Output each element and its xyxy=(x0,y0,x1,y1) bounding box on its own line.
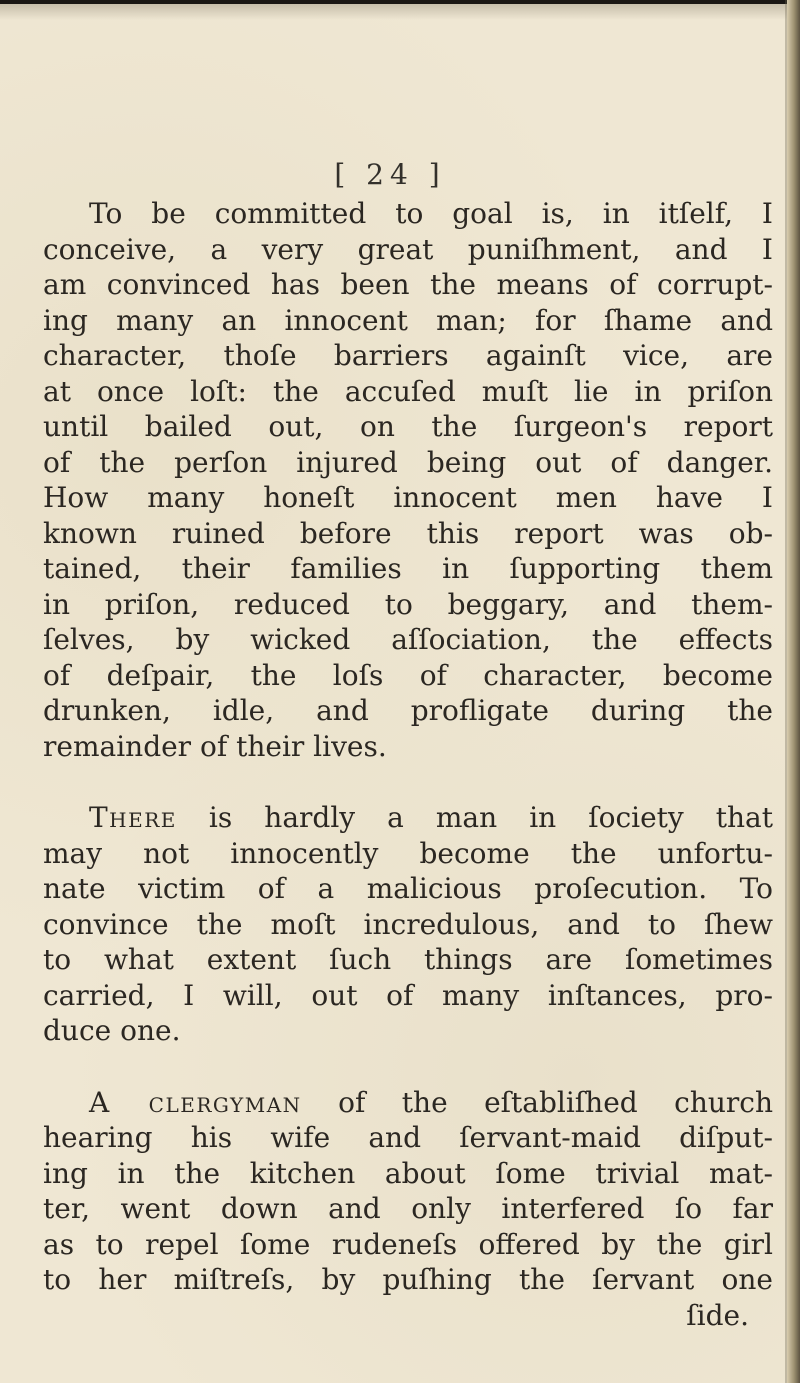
text-line xyxy=(43,800,773,836)
body-text xyxy=(43,196,773,1333)
text-line: conceive, a very great puniſhment, and I xyxy=(43,232,773,266)
text-line: of deſpair, the loſs of character, become xyxy=(43,658,773,692)
paragraph-2 xyxy=(43,800,773,1049)
text-line: To be committed to goal is, in itſelf, I xyxy=(89,197,773,230)
paragraph-lead-word: There xyxy=(89,801,177,834)
text-line: am convinced has been the means of corrupt- xyxy=(43,268,773,301)
text-line: nate victim of a malicious proſecution. To xyxy=(43,872,773,905)
text-line: character, thoſe barriers againſt vice, are xyxy=(43,339,773,372)
text-line: as to repel ſome rudeneſs offered by the girl xyxy=(43,1227,773,1261)
text-line: hearing his wife and ſervant-maid diſput- xyxy=(43,1121,773,1154)
text-line: convince the moſt incredulous, and to ſhew xyxy=(43,907,773,941)
text-line-rest: of the eſtabliſhed church xyxy=(301,1085,773,1119)
text-line: tained, their families in ſupporting them xyxy=(43,552,773,585)
page-fore-edge xyxy=(787,0,800,1383)
text-line xyxy=(43,1085,773,1121)
text-line: ing in the kitchen about ſome trivial mat- xyxy=(43,1156,773,1190)
text-line: may not innocently become the unfortu- xyxy=(43,836,773,870)
text-line: until bailed out, on the ſurgeon's report xyxy=(43,410,773,443)
catchword: ſide. xyxy=(686,1298,749,1332)
text-line: at once loſt: the accuſed muſt lie in priſon xyxy=(43,374,773,408)
top-edge-shadow xyxy=(0,4,800,20)
text-line: How many honeſt innocent men have I xyxy=(43,481,773,514)
text-line: to her miſtreſs, by puſhing the ſervant one xyxy=(43,1263,773,1296)
text-line: ſelves, by wicked aſſociation, the effects xyxy=(43,623,773,656)
text-line: known ruined before this report was ob- xyxy=(43,516,773,550)
text-line: ing many an innocent man; for ſhame and xyxy=(43,303,773,337)
text-line: remainder of their lives. xyxy=(43,729,387,763)
text-line: drunken, idle, and profligate during the xyxy=(43,694,773,727)
paragraph-1 xyxy=(43,196,773,764)
text-line: ter, went down and only interfered ſo far xyxy=(43,1192,773,1225)
text-line: of the perſon injured being out of danger. xyxy=(43,445,773,479)
text-line: to what extent ſuch things are ſometimes xyxy=(43,943,773,976)
paragraph-gap xyxy=(43,764,773,800)
text-line: duce one. xyxy=(43,1014,181,1047)
text-line: carried, I will, out of many inſtances, pro- xyxy=(43,978,773,1012)
text-line: in priſon, reduced to beggary, and them- xyxy=(43,587,773,621)
paragraph-3 xyxy=(43,1085,773,1298)
page-number: [ 24 ] xyxy=(334,158,446,191)
text-line-rest: is hardly a man in ſociety that xyxy=(176,801,773,834)
paragraph-gap xyxy=(43,1049,773,1085)
paragraph-lead-word: A clergyman xyxy=(89,1085,302,1119)
